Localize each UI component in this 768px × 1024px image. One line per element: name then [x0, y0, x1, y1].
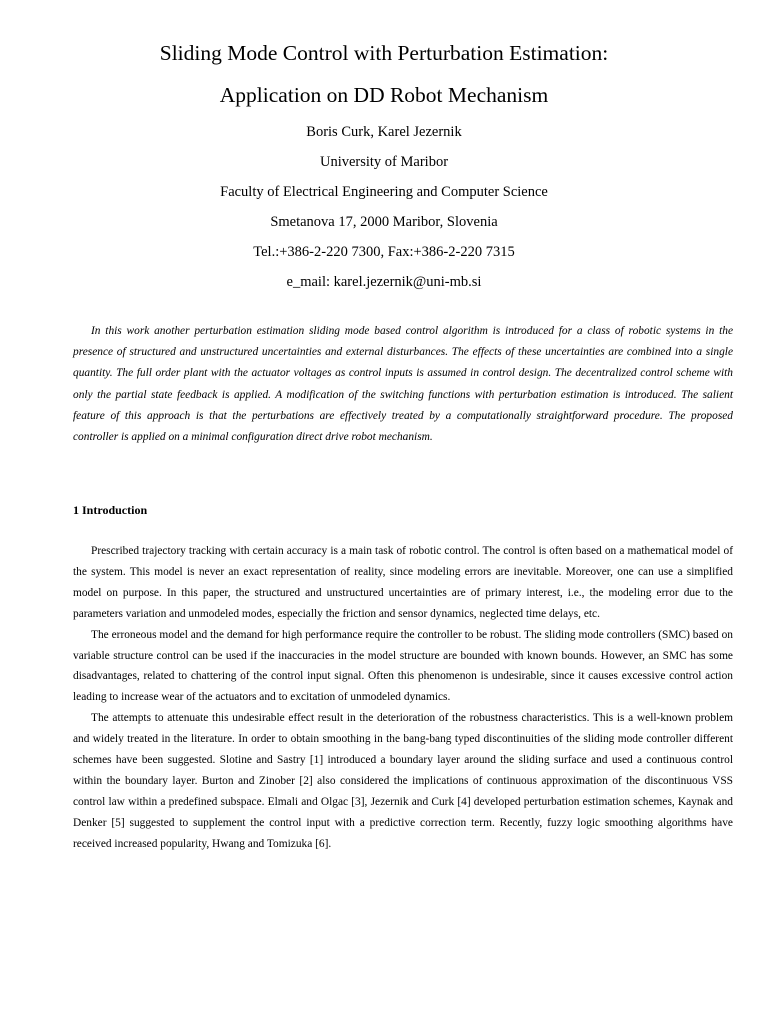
address: Smetanova 17, 2000 Maribor, Slovenia: [270, 214, 498, 230]
faculty: Faculty of Electrical Engineering and Computer Science: [220, 184, 548, 200]
affiliation: University of Maribor: [319, 154, 449, 170]
contact-phone-fax: Tel.:+386-2-220 7300, Fax:+386-2-220 7315: [253, 244, 515, 260]
paper-title-line-1: Sliding Mode Control with Perturbation Estimation:: [159, 41, 609, 65]
introduction-body: [73, 541, 733, 855]
body-paragraph: Prescribed trajectory tracking with certain accuracy is a main task of robotic control. The control is often based on a mathematical model of the system. This model is never an exact representation of reality, since modeling errors are inevitable. Moreover, one can use a simplified model on purpose. In this paper, the structured and unstructured uncertainties are of primary interest, i.e., the modeling error due to the parameters variation and unmodeled modes, especially the friction and sensor dynamics, neglected time delays, etc.: [73, 545, 733, 620]
section-heading-introduction: 1 Introduction: [73, 503, 148, 517]
paper-title-line-2: Application on DD Robot Mechanism: [219, 83, 549, 107]
abstract: In this work another perturbation estimation sliding mode based control algorithm is introduced for a class of robotic systems in the presence of structured and unstructured uncertainties and external disturbances. The effects of these uncertainties are combined into a single quantity. The full order plant with the actuator voltages as control inputs is assumed in control design. The decentralized control scheme with only the partial state feedback is applied. A modification of the switching functions with perturbation estimation is introduced. The salient feature of this approach is that the perturbations are effectively treated by a computationally straightforward procedure. The proposed controller is applied on a minimal configuration direct drive robot mechanism.: [73, 325, 733, 444]
body-paragraph: The attempts to attenuate this undesirable effect result in the deterioration of the robustness characteristics. This is a well-known problem and widely treated in the literature. In order to obtain smoothing in the bang-bang typed discontinuities of the sliding mode controller different schemes have been suggested. Slotine and Sastry [1] introduced a boundary layer around the sliding surface and used a continuous control within the boundary layer. Burton and Zinober [2] also considered the implications of continuous approximation of the discontinuous VSS control law within a predefined subspace. Elmali and Olgac [3], Jezernik and Curk [4] developed perturbation estimation schemes, Kaynak and Denker [5] suggested to supplement the control input with a predictive correction term. Recently, fuzzy logic smoothing algorithms have received increased popularity, Hwang and Tomizuka [6].: [73, 712, 733, 850]
authors: Boris Curk, Karel Jezernik: [306, 124, 462, 140]
contact-email: e_mail: karel.jezernik@uni-mb.si: [286, 274, 482, 290]
body-paragraph: The erroneous model and the demand for high performance require the controller to be robust. The sliding mode controllers (SMC) based on variable structure control can be used if the inaccuracies in the model structure are bounded with known bounds. However, an SMC has some disadvantages, related to chattering of the control input signal. Often this phenomenon is undesirable, since it causes excessive control action leading to increase wear of the actuators and to excitation of unmodeled dynamics.: [73, 628, 733, 704]
